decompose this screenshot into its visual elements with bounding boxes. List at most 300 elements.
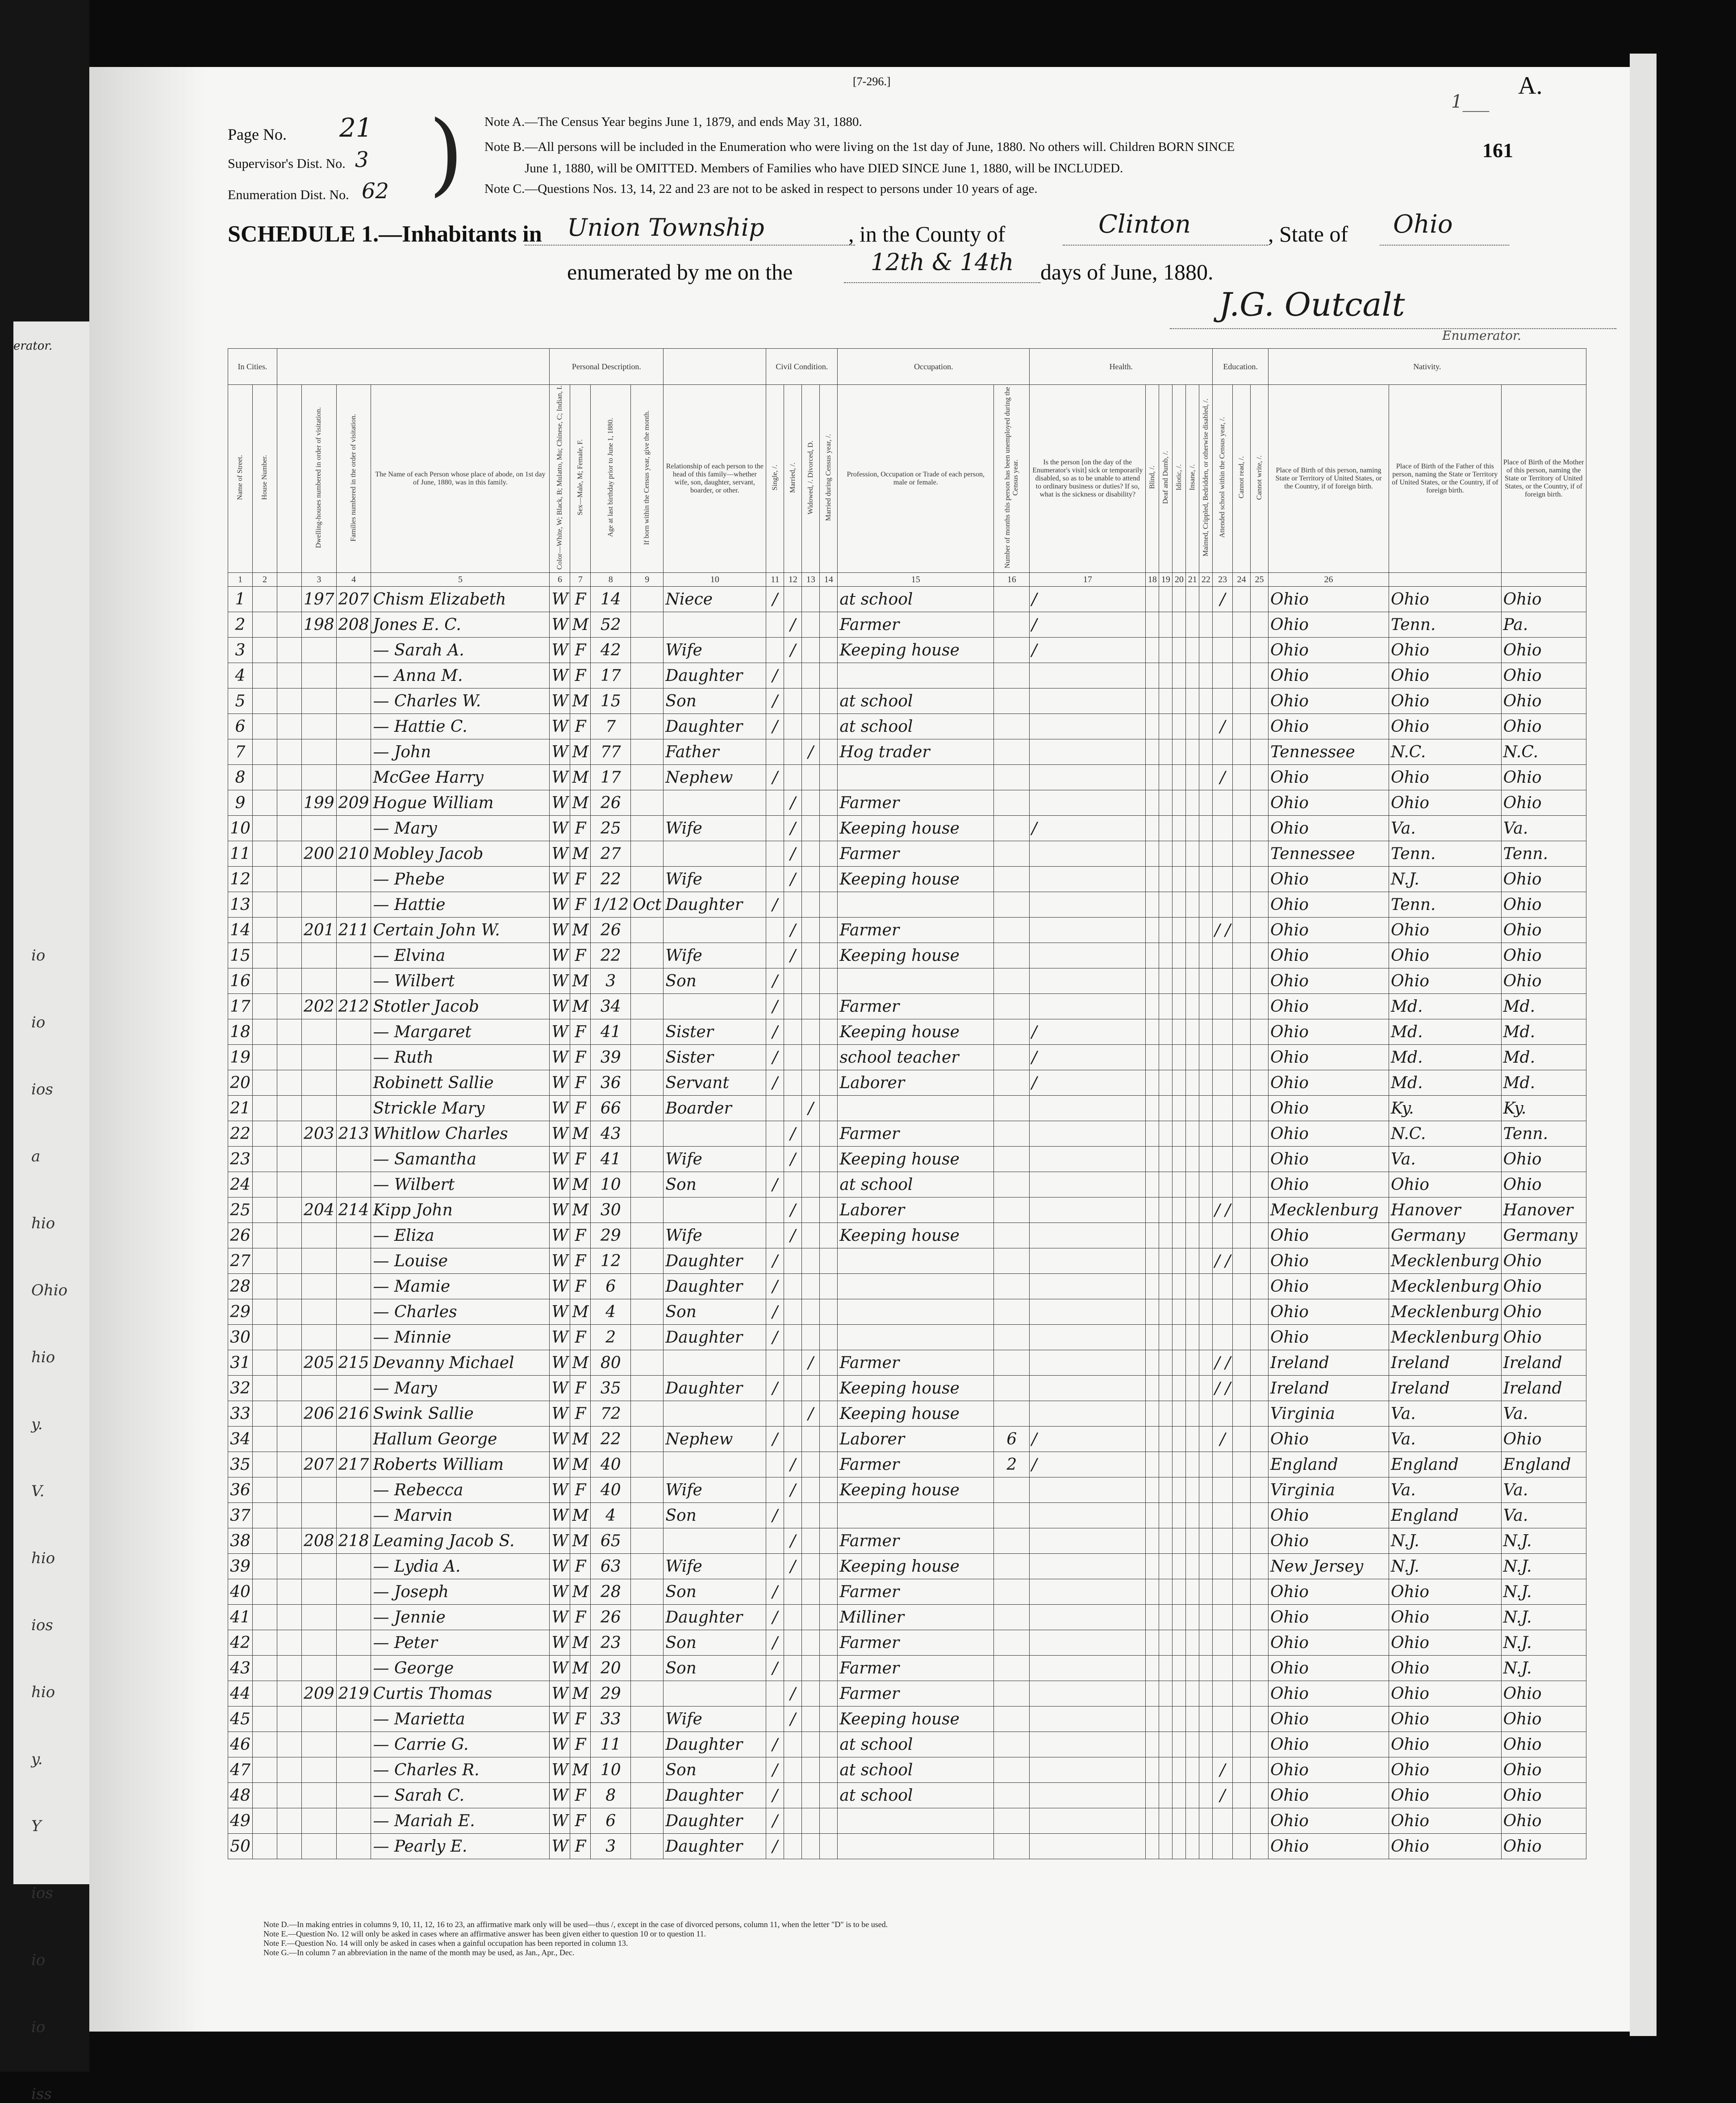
- birthplace-cell: Virginia: [1269, 1401, 1389, 1427]
- house-number-cell: [277, 816, 302, 841]
- family-number: [336, 1477, 371, 1503]
- table-row: [228, 1681, 1586, 1707]
- family-number: [336, 1274, 371, 1299]
- cannot-write-cell: [1251, 1121, 1269, 1147]
- relationship-cell: Wife: [664, 1223, 766, 1248]
- insane-cell: [1186, 1808, 1199, 1834]
- dwelling-number: 199: [302, 790, 337, 816]
- column-number: 24: [1233, 573, 1251, 587]
- color-cell: W: [550, 968, 570, 994]
- relationship-cell: Daughter: [664, 1376, 766, 1401]
- father-birthplace-cell: Mecklenburg: [1389, 1299, 1502, 1325]
- sickness-cell: /: [1030, 587, 1146, 612]
- father-birthplace-cell: Ohio: [1389, 1656, 1502, 1681]
- school-mark: [1213, 790, 1233, 816]
- col-header: [302, 385, 337, 573]
- single-mark: /: [766, 1274, 784, 1299]
- color-cell: W: [550, 714, 570, 739]
- house-number-cell: [277, 1019, 302, 1045]
- sex-cell: M: [570, 688, 591, 714]
- house-number-cell: [277, 918, 302, 943]
- father-birthplace-cell: Ohio: [1389, 1732, 1502, 1757]
- dwelling-number: [302, 1732, 337, 1757]
- birth-month-cell: [631, 1808, 664, 1834]
- deaf-cell: [1159, 663, 1173, 688]
- mother-birthplace-cell: Ohio: [1501, 688, 1586, 714]
- sickness-cell: [1030, 1299, 1146, 1325]
- single-mark: /: [766, 1325, 784, 1350]
- cannot-write-cell: [1251, 587, 1269, 612]
- age-cell: 4: [591, 1299, 631, 1325]
- deaf-cell: [1159, 1096, 1173, 1121]
- unemployed-months: [994, 1605, 1030, 1630]
- relationship-cell: [664, 1198, 766, 1223]
- birthplace-cell: Tennessee: [1269, 841, 1389, 867]
- group-in-cities: In Cities.: [228, 349, 277, 385]
- married-mark: [784, 1401, 802, 1427]
- mother-birthplace-cell: Ohio: [1501, 1732, 1586, 1757]
- occupation-cell: Laborer: [838, 1198, 994, 1223]
- relationship-cell: Wife: [664, 1707, 766, 1732]
- enumeration-label: Enumeration Dist. No.: [228, 188, 349, 202]
- row-number: 26: [228, 1223, 253, 1248]
- color-cell: W: [550, 1019, 570, 1045]
- father-birthplace-cell: Ohio: [1389, 714, 1502, 739]
- married-year-cell: [820, 1656, 838, 1681]
- birthplace-cell: Ohio: [1269, 1732, 1389, 1757]
- row-number: 46: [228, 1732, 253, 1757]
- idiotic-cell: [1173, 918, 1186, 943]
- street-cell: [253, 1783, 277, 1808]
- idiotic-cell: [1173, 1554, 1186, 1579]
- adjacent-page-fragment: [13, 321, 94, 2103]
- occupation-cell: [838, 1274, 994, 1299]
- dwelling-number: [302, 1172, 337, 1198]
- birthplace-cell: Ohio: [1269, 816, 1389, 841]
- dwelling-number: [302, 1223, 337, 1248]
- cannot-write-cell: [1251, 688, 1269, 714]
- married-year-cell: [820, 1070, 838, 1096]
- school-mark: [1213, 1707, 1233, 1732]
- col-name: The Name of each Person whose place of abode, on 1st day of June, 1880, was in this family.: [371, 385, 550, 573]
- dwelling-number: 201: [302, 918, 337, 943]
- dwelling-number: 202: [302, 994, 337, 1019]
- table-row: [228, 1757, 1586, 1783]
- relationship-cell: Nephew: [664, 1427, 766, 1452]
- mother-birthplace-cell: Ohio: [1501, 943, 1586, 968]
- family-number: [336, 1248, 371, 1274]
- blind-cell: [1146, 1045, 1159, 1070]
- family-number: [336, 1707, 371, 1732]
- occupation-cell: at school: [838, 1732, 994, 1757]
- occupation-cell: [838, 1299, 994, 1325]
- occupation-cell: [838, 1248, 994, 1274]
- cannot-read-cell: [1233, 1299, 1251, 1325]
- birthplace-cell: Ohio: [1269, 1299, 1389, 1325]
- occupation-cell: [838, 1503, 994, 1528]
- row-number: 12: [228, 867, 253, 892]
- father-birthplace-cell: Ohio: [1389, 587, 1502, 612]
- cannot-read-cell: [1233, 892, 1251, 918]
- married-mark: /: [784, 1121, 802, 1147]
- col-header: [1186, 385, 1199, 573]
- street-cell: [253, 994, 277, 1019]
- father-birthplace-cell: Ohio: [1389, 1579, 1502, 1605]
- married-year-cell: [820, 1147, 838, 1172]
- occupation-cell: [838, 1325, 994, 1350]
- relationship-cell: Wife: [664, 1477, 766, 1503]
- cannot-write-cell: [1251, 1757, 1269, 1783]
- table-row: [228, 1121, 1586, 1147]
- adjacent-page-mark: io: [31, 1951, 46, 1969]
- column-number: 13: [802, 573, 820, 587]
- color-cell: W: [550, 1605, 570, 1630]
- unemployed-months: [994, 1248, 1030, 1274]
- family-number: [336, 1325, 371, 1350]
- dwelling-number: 200: [302, 841, 337, 867]
- insane-cell: [1186, 1503, 1199, 1528]
- adjacent-page-mark: io: [31, 1014, 46, 1031]
- row-number: 34: [228, 1427, 253, 1452]
- house-number-cell: [277, 1783, 302, 1808]
- maimed-cell: [1199, 612, 1213, 638]
- schedule-title: SCHEDULE 1.—Inhabitants in: [228, 221, 542, 247]
- unemployed-months: [994, 1172, 1030, 1198]
- unemployed-months: [994, 1808, 1030, 1834]
- cannot-read-cell: [1233, 1325, 1251, 1350]
- color-cell: W: [550, 1045, 570, 1070]
- age-cell: 10: [591, 1757, 631, 1783]
- relationship-cell: [664, 1452, 766, 1477]
- sickness-cell: /: [1030, 816, 1146, 841]
- married-year-cell: [820, 1834, 838, 1859]
- birthplace-cell: Virginia: [1269, 1477, 1389, 1503]
- maimed-cell: [1199, 943, 1213, 968]
- mother-birthplace-cell: Ohio: [1501, 1248, 1586, 1274]
- married-mark: /: [784, 1223, 802, 1248]
- adjacent-page-mark: Y: [31, 1817, 42, 1835]
- blind-cell: [1146, 1783, 1159, 1808]
- mother-birthplace-cell: N.J.: [1501, 1528, 1586, 1554]
- sex-cell: M: [570, 994, 591, 1019]
- sickness-cell: [1030, 1198, 1146, 1223]
- birthplace-cell: Tennessee: [1269, 739, 1389, 765]
- insane-cell: [1186, 1376, 1199, 1401]
- occupation-cell: Farmer: [838, 790, 994, 816]
- age-cell: 36: [591, 1070, 631, 1096]
- col-insane: Insane, /.: [1188, 464, 1196, 491]
- family-number: [336, 1605, 371, 1630]
- column-number: 21: [1186, 573, 1199, 587]
- unemployed-months: [994, 1503, 1030, 1528]
- birth-month-cell: [631, 663, 664, 688]
- school-mark: /: [1213, 714, 1233, 739]
- sickness-cell: [1030, 1656, 1146, 1681]
- adjacent-page-mark: Ohio: [31, 1281, 68, 1299]
- deaf-cell: [1159, 1477, 1173, 1503]
- supervisor-value: 3: [355, 147, 369, 172]
- father-birthplace-cell: Mecklenburg: [1389, 1325, 1502, 1350]
- widowed-mark: [802, 1070, 820, 1096]
- school-mark: [1213, 1732, 1233, 1757]
- sex-cell: M: [570, 968, 591, 994]
- insane-cell: [1186, 867, 1199, 892]
- house-number-cell: [277, 1299, 302, 1325]
- maimed-cell: [1199, 1630, 1213, 1656]
- single-mark: [766, 1096, 784, 1121]
- blind-cell: [1146, 1503, 1159, 1528]
- cannot-write-cell: [1251, 918, 1269, 943]
- maimed-cell: [1199, 1147, 1213, 1172]
- birthplace-cell: Ohio: [1269, 994, 1389, 1019]
- age-cell: 20: [591, 1656, 631, 1681]
- street-cell: [253, 1757, 277, 1783]
- row-number: 5: [228, 688, 253, 714]
- cannot-write-cell: [1251, 714, 1269, 739]
- idiotic-cell: [1173, 612, 1186, 638]
- widowed-mark: [802, 1223, 820, 1248]
- sickness-cell: [1030, 968, 1146, 994]
- sex-cell: F: [570, 1325, 591, 1350]
- age-cell: 40: [591, 1452, 631, 1477]
- sickness-cell: [1030, 841, 1146, 867]
- row-number: 25: [228, 1198, 253, 1223]
- deaf-cell: [1159, 1656, 1173, 1681]
- mother-birthplace-cell: England: [1501, 1452, 1586, 1477]
- idiotic-cell: [1173, 638, 1186, 663]
- school-mark: /: [1213, 1427, 1233, 1452]
- deaf-cell: [1159, 1070, 1173, 1096]
- mother-birthplace-cell: Ohio: [1501, 765, 1586, 790]
- married-mark: /: [784, 1554, 802, 1579]
- house-number-cell: [277, 1248, 302, 1274]
- birth-month-cell: [631, 688, 664, 714]
- unemployed-months: [994, 1477, 1030, 1503]
- enumerator-signature: J.G. Outcalt: [1219, 286, 1405, 323]
- family-number: [336, 739, 371, 765]
- idiotic-cell: [1173, 1147, 1186, 1172]
- row-number: 35: [228, 1452, 253, 1477]
- age-cell: 65: [591, 1528, 631, 1554]
- father-birthplace-cell: Ohio: [1389, 1630, 1502, 1656]
- col-header: [1159, 385, 1173, 573]
- color-cell: W: [550, 1528, 570, 1554]
- age-cell: 22: [591, 943, 631, 968]
- cannot-write-cell: [1251, 867, 1269, 892]
- row-number: 3: [228, 638, 253, 663]
- deaf-cell: [1159, 765, 1173, 790]
- idiotic-cell: [1173, 739, 1186, 765]
- married-year-cell: [820, 1223, 838, 1248]
- group-health: Health.: [1030, 349, 1213, 385]
- school-mark: [1213, 1096, 1233, 1121]
- father-birthplace-cell: Md.: [1389, 1019, 1502, 1045]
- street-cell: [253, 968, 277, 994]
- widowed-mark: [802, 994, 820, 1019]
- color-cell: W: [550, 1630, 570, 1656]
- table-row: [228, 1732, 1586, 1757]
- dwelling-number: 207: [302, 1452, 337, 1477]
- census-body: [228, 587, 1586, 1859]
- house-number-cell: [277, 587, 302, 612]
- birth-month-cell: [631, 1248, 664, 1274]
- row-number: 31: [228, 1350, 253, 1376]
- dwelling-number: [302, 867, 337, 892]
- married-mark: [784, 587, 802, 612]
- street-cell: [253, 638, 277, 663]
- color-cell: W: [550, 1350, 570, 1376]
- person-name: — Rebecca: [371, 1477, 550, 1503]
- father-birthplace-cell: Ireland: [1389, 1350, 1502, 1376]
- mother-birthplace-cell: Ohio: [1501, 1681, 1586, 1707]
- occupation-cell: Keeping house: [838, 1019, 994, 1045]
- married-mark: [784, 1376, 802, 1401]
- relationship-cell: Sister: [664, 1019, 766, 1045]
- blind-cell: [1146, 1223, 1159, 1248]
- cannot-write-cell: [1251, 1707, 1269, 1732]
- school-mark: [1213, 612, 1233, 638]
- sickness-cell: [1030, 1376, 1146, 1401]
- school-mark: /: [1213, 1757, 1233, 1783]
- unemployed-months: [994, 688, 1030, 714]
- cannot-read-cell: [1233, 1019, 1251, 1045]
- cannot-write-cell: [1251, 638, 1269, 663]
- deaf-cell: [1159, 1223, 1173, 1248]
- married-year-cell: [820, 968, 838, 994]
- sickness-cell: [1030, 1223, 1146, 1248]
- color-cell: W: [550, 1198, 570, 1223]
- adjacent-page-mark: ios: [31, 1616, 53, 1634]
- street-cell: [253, 1325, 277, 1350]
- row-number: 50: [228, 1834, 253, 1859]
- widowed-mark: [802, 1707, 820, 1732]
- cannot-read-cell: [1233, 1477, 1251, 1503]
- col-header: [1251, 385, 1269, 573]
- widowed-mark: [802, 1045, 820, 1070]
- maimed-cell: [1199, 867, 1213, 892]
- relationship-cell: [664, 790, 766, 816]
- adjacent-page-mark: hio: [31, 1549, 55, 1567]
- birth-month-cell: [631, 1045, 664, 1070]
- dwelling-number: [302, 1274, 337, 1299]
- color-cell: W: [550, 867, 570, 892]
- sex-cell: M: [570, 612, 591, 638]
- birthplace-cell: Ohio: [1269, 587, 1389, 612]
- person-name: — Sarah A.: [371, 638, 550, 663]
- cannot-read-cell: [1233, 841, 1251, 867]
- street-cell: [253, 739, 277, 765]
- blind-cell: [1146, 765, 1159, 790]
- deaf-cell: [1159, 1147, 1173, 1172]
- mother-birthplace-cell: Ohio: [1501, 587, 1586, 612]
- street-cell: [253, 1019, 277, 1045]
- school-mark: [1213, 663, 1233, 688]
- color-cell: W: [550, 739, 570, 765]
- mother-birthplace-cell: Ireland: [1501, 1376, 1586, 1401]
- single-mark: /: [766, 1045, 784, 1070]
- age-cell: 29: [591, 1681, 631, 1707]
- married-mark: [784, 1503, 802, 1528]
- person-name: — Jennie: [371, 1605, 550, 1630]
- father-birthplace-cell: Md.: [1389, 994, 1502, 1019]
- deaf-cell: [1159, 892, 1173, 918]
- family-number: [336, 1019, 371, 1045]
- street-cell: [253, 612, 277, 638]
- color-cell: W: [550, 1808, 570, 1834]
- mother-birthplace-cell: Ohio: [1501, 1757, 1586, 1783]
- dwelling-number: 204: [302, 1198, 337, 1223]
- widowed-mark: [802, 612, 820, 638]
- form-number: [7-296.]: [853, 75, 891, 88]
- deaf-cell: [1159, 1783, 1173, 1808]
- maimed-cell: [1199, 765, 1213, 790]
- row-number: 39: [228, 1554, 253, 1579]
- insane-cell: [1186, 1096, 1199, 1121]
- married-mark: [784, 1834, 802, 1859]
- person-name: Strickle Mary: [371, 1096, 550, 1121]
- table-row: [228, 1427, 1586, 1452]
- relationship-cell: [664, 612, 766, 638]
- cannot-read-cell: [1233, 1783, 1251, 1808]
- sickness-cell: [1030, 1477, 1146, 1503]
- note-b-line2: June 1, 1880, will be OMITTED. Members of Families who have DIED SINCE June 1, 1880, will be INCLUDED.: [525, 161, 1123, 175]
- age-cell: 29: [591, 1223, 631, 1248]
- maimed-cell: [1199, 1808, 1213, 1834]
- relationship-cell: Nephew: [664, 765, 766, 790]
- deaf-cell: [1159, 1630, 1173, 1656]
- col-married-census-year: Married during Census year, /.: [824, 434, 832, 521]
- maimed-cell: [1199, 1376, 1213, 1401]
- insane-cell: [1186, 739, 1199, 765]
- deaf-cell: [1159, 1121, 1173, 1147]
- deaf-cell: [1159, 816, 1173, 841]
- occupation-cell: [838, 1808, 994, 1834]
- school-mark: [1213, 1019, 1233, 1045]
- birthplace-cell: Ohio: [1269, 1681, 1389, 1707]
- idiotic-cell: [1173, 1834, 1186, 1859]
- house-number-cell: [277, 1401, 302, 1427]
- cannot-read-cell: [1233, 739, 1251, 765]
- unemployed-months: [994, 1045, 1030, 1070]
- unemployed-months: [994, 1096, 1030, 1121]
- mother-birthplace-cell: Ohio: [1501, 1834, 1586, 1859]
- street-cell: [253, 1401, 277, 1427]
- married-year-cell: [820, 1350, 838, 1376]
- school-mark: /: [1213, 1783, 1233, 1808]
- married-year-cell: [820, 1019, 838, 1045]
- widowed-mark: [802, 1172, 820, 1198]
- birthplace-cell: Ohio: [1269, 1783, 1389, 1808]
- sickness-cell: [1030, 1121, 1146, 1147]
- col-header: [550, 385, 570, 573]
- occupation-cell: Keeping house: [838, 816, 994, 841]
- age-cell: 8: [591, 1783, 631, 1808]
- dwelling-number: 203: [302, 1121, 337, 1147]
- married-year-cell: [820, 994, 838, 1019]
- mother-birthplace-cell: Ireland: [1501, 1350, 1586, 1376]
- dwelling-number: [302, 714, 337, 739]
- cannot-write-cell: [1251, 1477, 1269, 1503]
- mother-birthplace-cell: Ohio: [1501, 968, 1586, 994]
- relationship-cell: Son: [664, 1757, 766, 1783]
- sex-cell: F: [570, 714, 591, 739]
- mother-birthplace-cell: Ohio: [1501, 867, 1586, 892]
- cannot-read-cell: [1233, 1121, 1251, 1147]
- cannot-read-cell: [1233, 1834, 1251, 1859]
- family-number: [336, 1070, 371, 1096]
- age-cell: 12: [591, 1248, 631, 1274]
- table-row: [228, 867, 1586, 892]
